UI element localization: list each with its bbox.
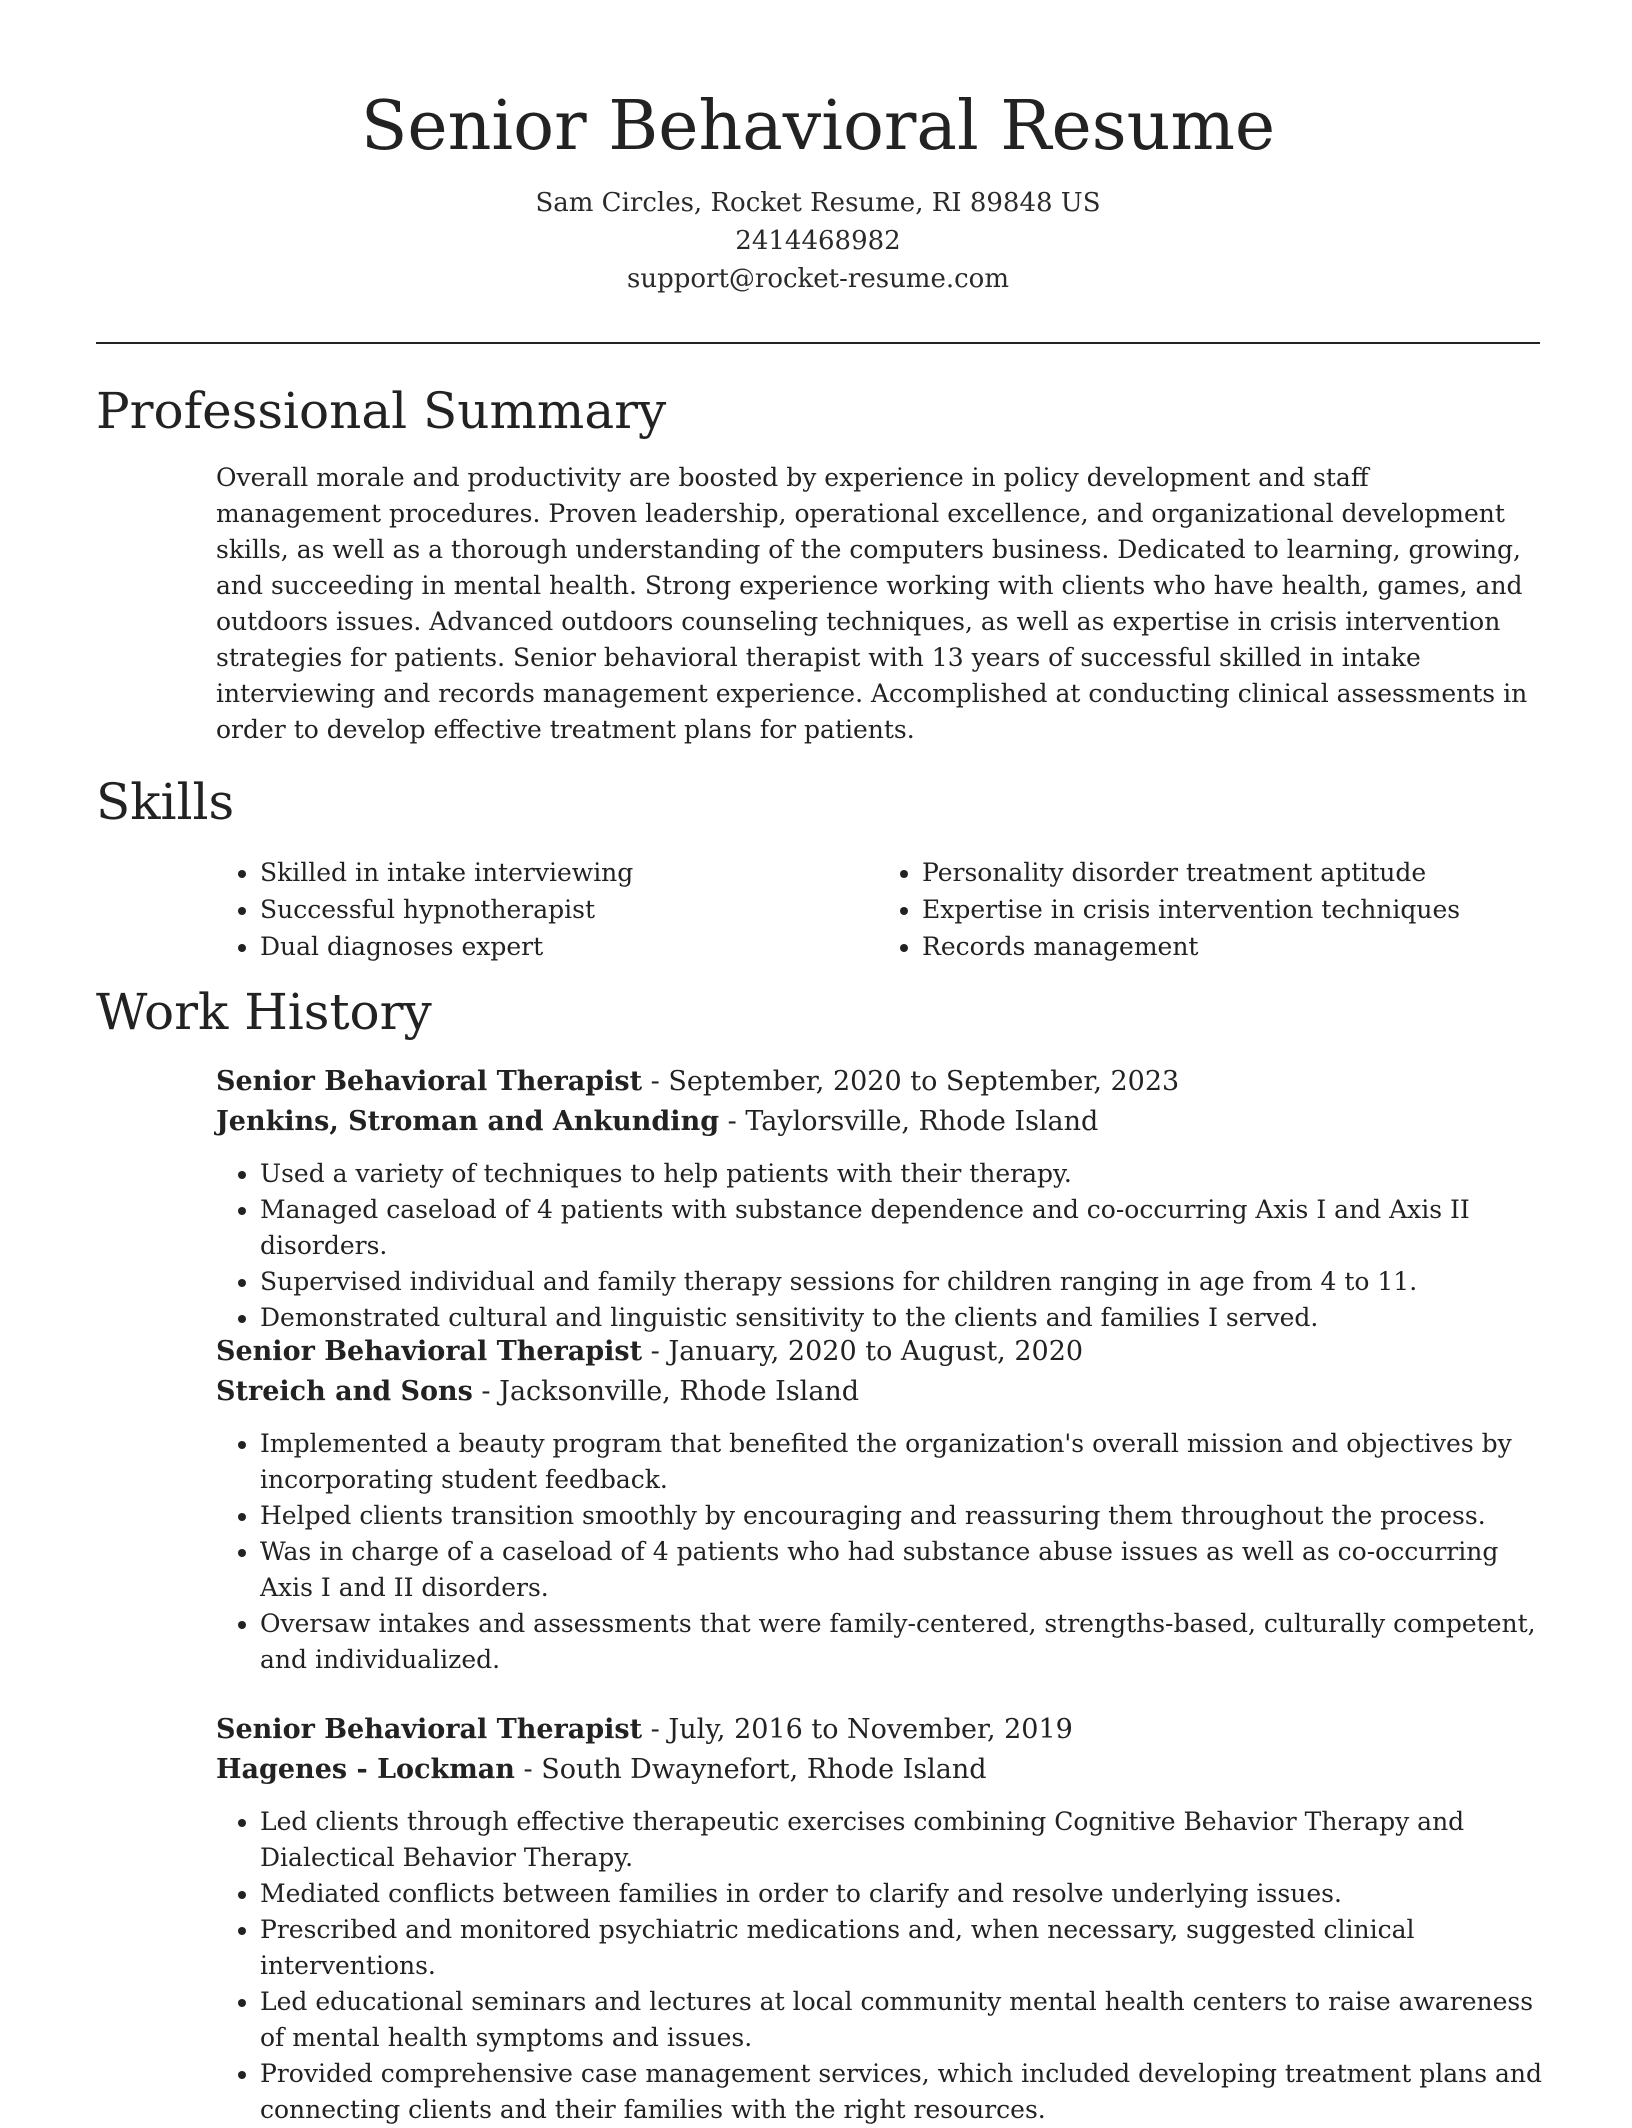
job-bullet: • Prescribed and monitored psychiatric medications and, when necessary, suggested clinical interventions.	[260, 1912, 1546, 1984]
skills-column-right	[878, 854, 1540, 965]
skill-item: • Records management	[922, 928, 1540, 965]
job-bullets	[216, 1804, 1546, 2128]
job-entry	[216, 1062, 1546, 1336]
summary-text: Overall morale and productivity are boosted by experience in policy development and staff management procedures. Proven leadership, operational excellence, and organizational development skills, as well as a thorough understanding of the computers business. Dedicated to learning, growing, and succeeding in mental health. Strong experience working with clients who have health, games, and outdoors issues. Advanced outdoors counseling techniques, as well as expertise in crisis intervention strategies for patients. Senior behavioral therapist with 13 years of successful skilled in intake interviewing and records management experience. Accomplished at conducting clinical assessments in order to develop effective treatment plans for patients.	[216, 463, 1528, 744]
job-title-line	[216, 1062, 1546, 1102]
job-bullet: • Oversaw intakes and assessments that were family-centered, strengths-based, culturally competent, and individualized.	[260, 1606, 1546, 1678]
skill-item: • Dual diagnoses expert	[260, 928, 878, 965]
skill-item: • Skilled in intake interviewing	[260, 854, 878, 891]
work-history-heading: Work History	[96, 983, 432, 1041]
job-bullet: • Supervised individual and family therapy sessions for children ranging in age from 4 to 11.	[260, 1264, 1546, 1300]
job-dates: - July, 2016 to November, 2019	[642, 1714, 1073, 1745]
job-bullets	[216, 1156, 1546, 1336]
job-company: Streich and Sons	[216, 1376, 473, 1407]
job-title-line	[216, 1710, 1546, 1750]
job-dates: - January, 2020 to August, 2020	[642, 1336, 1084, 1367]
job-company: Jenkins, Stroman and Ankunding	[216, 1106, 720, 1137]
job-entry	[216, 1332, 1546, 1678]
job-bullet: • Implemented a beauty program that benefited the organization's overall mission and objectives by incorporating student feedback.	[260, 1426, 1546, 1498]
summary-heading: Professional Summary	[96, 382, 667, 440]
skill-item: • Personality disorder treatment aptitude	[922, 854, 1540, 891]
job-bullet: • Provided comprehensive case management services, which included developing treatment plans and connecting clients and their families with the right resources.	[260, 2056, 1546, 2128]
job-title: Senior Behavioral Therapist	[216, 1336, 643, 1367]
job-title-line	[216, 1332, 1546, 1372]
job-bullet: • Used a variety of techniques to help patients with their therapy.	[260, 1156, 1546, 1192]
job-location: - Jacksonville, Rhode Island	[472, 1376, 860, 1407]
job-bullet: • Demonstrated cultural and linguistic sensitivity to the clients and families I served.	[260, 1300, 1546, 1336]
job-bullet: • Led clients through effective therapeutic exercises combining Cognitive Behavior Therapy and Dialectical Behavior Therapy.	[260, 1804, 1546, 1876]
skills-column-left	[216, 854, 878, 965]
skills-list	[216, 854, 1540, 965]
job-title: Senior Behavioral Therapist	[216, 1066, 643, 1097]
job-bullet: • Mediated conflicts between families in order to clarify and resolve underlying issues.	[260, 1876, 1546, 1912]
contact-phone: 2414468982	[735, 226, 901, 256]
job-bullet: • Helped clients transition smoothly by encouraging and reassuring them throughout the process.	[260, 1498, 1546, 1534]
job-bullet: • Led educational seminars and lectures at local community mental health centers to raise awareness of mental health symptoms and issues.	[260, 1984, 1546, 2056]
job-location: - South Dwaynefort, Rhode Island	[514, 1754, 987, 1785]
job-dates: - September, 2020 to September, 2023	[642, 1066, 1180, 1097]
contact-email: support@rocket-resume.com	[626, 264, 1009, 294]
job-bullet: • Was in charge of a caseload of 4 patients who had substance abuse issues as well as co-occurring Axis I and II disorders.	[260, 1534, 1546, 1606]
job-title: Senior Behavioral Therapist	[216, 1714, 643, 1745]
job-company: Hagenes - Lockman	[216, 1754, 515, 1785]
resume-header	[96, 82, 1540, 298]
job-location: - Taylorsville, Rhode Island	[719, 1106, 1099, 1137]
job-bullet: • Managed caseload of 4 patients with substance dependence and co-occurring Axis I and Axis II disorders.	[260, 1192, 1546, 1264]
skill-item: • Successful hypnotherapist	[260, 891, 878, 928]
header-divider	[96, 342, 1540, 344]
job-entry	[216, 1710, 1546, 2128]
contact-address: Sam Circles, Rocket Resume, RI 89848 US	[535, 188, 1101, 218]
job-company-line	[216, 1102, 1546, 1142]
job-company-line	[216, 1372, 1546, 1412]
skill-item: • Expertise in crisis intervention techniques	[922, 891, 1540, 928]
skills-heading: Skills	[96, 773, 235, 831]
contact-info	[96, 184, 1540, 298]
job-company-line	[216, 1750, 1546, 1790]
resume-title: Senior Behavioral Resume	[360, 87, 1276, 166]
job-bullets	[216, 1426, 1546, 1678]
